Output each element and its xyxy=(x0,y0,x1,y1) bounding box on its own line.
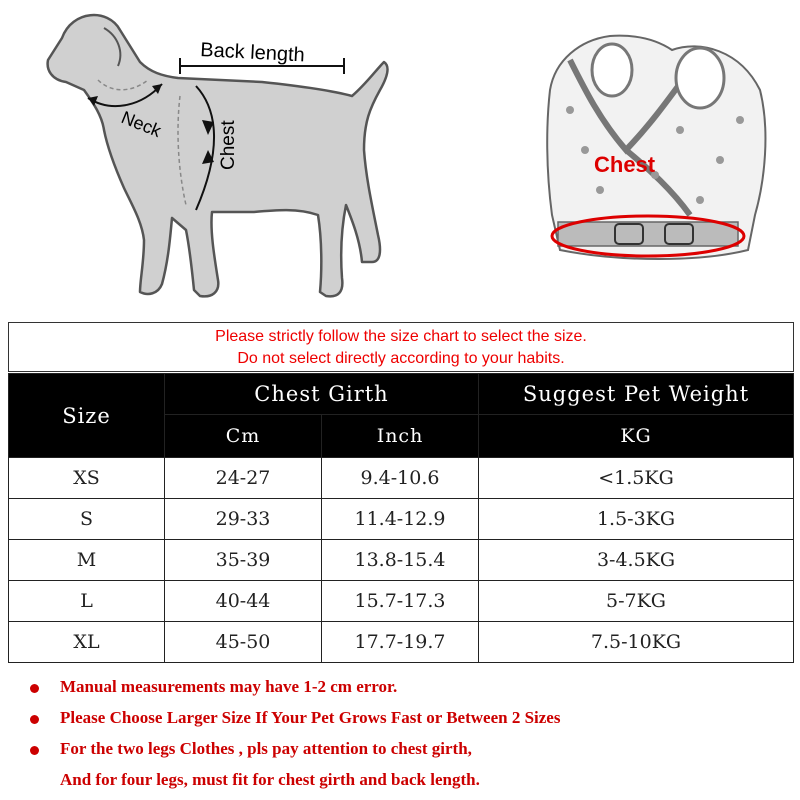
measurement-diagram xyxy=(0,0,800,320)
note-item xyxy=(30,707,560,738)
header-cm: Cm xyxy=(165,415,322,458)
note-text: And for four legs, must fit for chest girth and back length. xyxy=(60,770,480,789)
cell-inch: 15.7-17.3 xyxy=(322,581,479,622)
notes-list xyxy=(30,676,560,800)
table-row xyxy=(9,622,794,663)
cell-size: M xyxy=(9,540,165,581)
cell-weight: 1.5-3KG xyxy=(479,499,794,540)
bullet-icon xyxy=(30,746,39,755)
cell-size: L xyxy=(9,581,165,622)
note-item xyxy=(30,676,560,707)
table-row xyxy=(9,540,794,581)
note-text: For the two legs Clothes , pls pay attention to chest girth, xyxy=(60,739,472,758)
back-length-label: Back length xyxy=(199,39,306,67)
table-row xyxy=(9,581,794,622)
table-row xyxy=(9,458,794,499)
dog-measure-illustration xyxy=(0,0,800,320)
chest-label: Chest xyxy=(218,120,239,170)
harness-illustration xyxy=(547,36,765,259)
cell-cm: 24-27 xyxy=(165,458,322,499)
notice-line-2: Do not select directly according to your habits. xyxy=(237,350,565,367)
note-item-continued xyxy=(30,769,560,800)
bullet-icon xyxy=(30,715,39,724)
cell-size: XS xyxy=(9,458,165,499)
header-size: Size xyxy=(9,374,165,458)
cell-size: S xyxy=(9,499,165,540)
cell-weight: 7.5-10KG xyxy=(479,622,794,663)
cell-cm: 29-33 xyxy=(165,499,322,540)
cell-inch: 9.4-10.6 xyxy=(322,458,479,499)
notice-line-1: Please strictly follow the size chart to select the size. xyxy=(215,328,587,345)
size-chart-table xyxy=(8,373,794,663)
cell-cm: 40-44 xyxy=(165,581,322,622)
cell-inch: 11.4-12.9 xyxy=(322,499,479,540)
cell-cm: 35-39 xyxy=(165,540,322,581)
header-suggest-weight: Suggest Pet Weight xyxy=(479,374,794,415)
bullet-icon xyxy=(30,684,39,693)
cell-weight: <1.5KG xyxy=(479,458,794,499)
cell-cm: 45-50 xyxy=(165,622,322,663)
header-kg: KG xyxy=(479,415,794,458)
cell-size: XL xyxy=(9,622,165,663)
cell-inch: 17.7-19.7 xyxy=(322,622,479,663)
table-row xyxy=(9,499,794,540)
header-inch: Inch xyxy=(322,415,479,458)
harness-chest-label: Chest xyxy=(594,152,656,177)
cell-inch: 13.8-15.4 xyxy=(322,540,479,581)
cell-weight: 3-4.5KG xyxy=(479,540,794,581)
note-text: Manual measurements may have 1-2 cm error. xyxy=(60,677,398,696)
note-item xyxy=(30,738,560,769)
size-notice xyxy=(8,322,794,372)
header-chest-girth: Chest Girth xyxy=(165,374,479,415)
cell-weight: 5-7KG xyxy=(479,581,794,622)
note-text: Please Choose Larger Size If Your Pet Grows Fast or Between 2 Sizes xyxy=(60,708,561,727)
neck-label: Neck xyxy=(118,107,165,142)
